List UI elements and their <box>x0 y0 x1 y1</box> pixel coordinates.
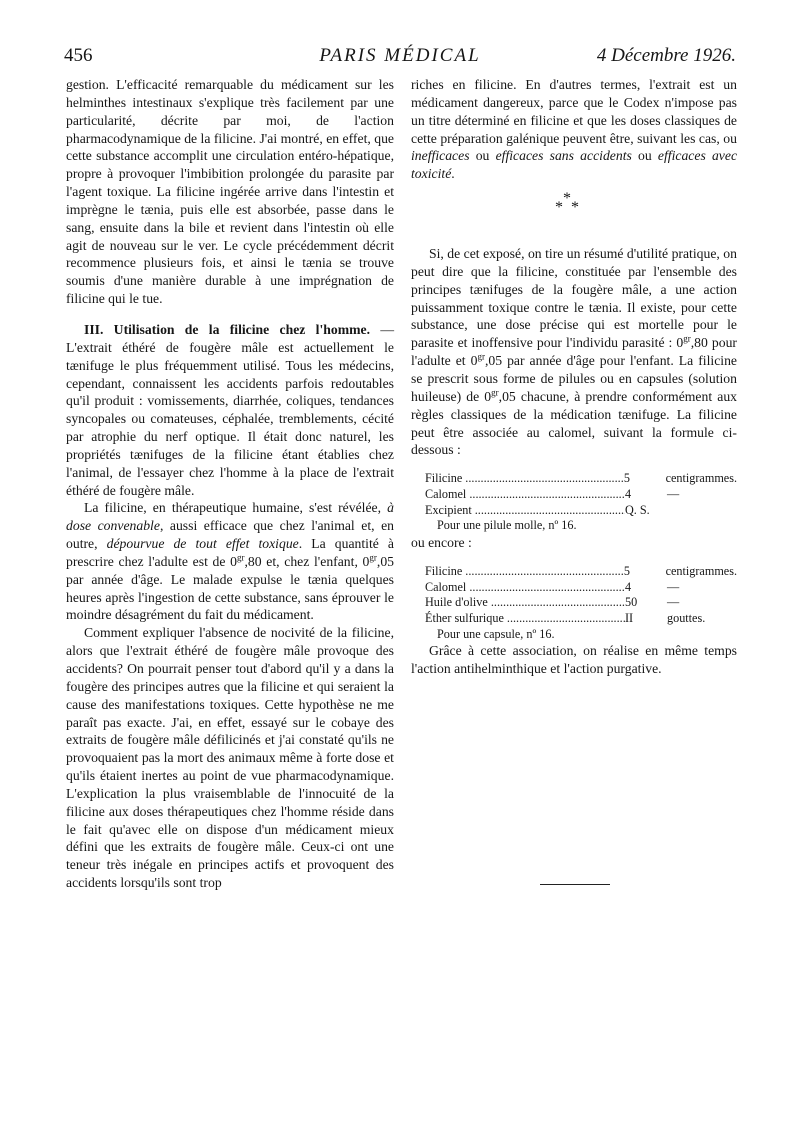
formula-row: Calomel ..... 4 — <box>425 580 737 596</box>
section-heading: III. Utilisation de la filicine chez l'homme. <box>84 321 371 337</box>
formula-note: Pour une pilule molle, nº 16. <box>437 518 577 533</box>
page-header <box>64 45 736 71</box>
paragraph: gestion. L'efficacité remarquable du médicament sur les helminthes intestinaux s'explique très facilement par une particularité, décrite par moi, de l'action pharmacodynamique de la filicine. J'ai montré, en effet, que cette substance accomplit une circulation entéro-hépatique, propre à provoquer l'imbibition prolongée du parasite par l'agent toxique. La filicine ingérée arrive dans l'intestin et imprègne le tænia, puis elle est absorbée, passe dans le sang, ensuite dans la bile et revient dans l'intestin où elle agit de nouveau sur le ver. Le cycle précédemment décrit recommence plusieurs fois, et ainsi le tænia se trouve soumis d'une manière durable à une imprégnation de filicine qui le tue. <box>66 77 394 307</box>
formula-capsule <box>425 564 737 643</box>
formula-row: Éther sulfurique ..... II gouttes. <box>425 611 737 627</box>
paragraph: riches en filicine. En d'autres termes, l'extrait est un médicament dangereux, parce que le Codex n'impose pas un titre déterminé en filicine et que les doses classiques de cette préparation galénique peuvent être, suivant les cas, ou inefficaces ou efficaces sans accidents ou efficaces avec toxicité. <box>411 77 738 182</box>
page-number: 456 <box>64 45 93 66</box>
paragraph: Grâce à cette association, on réalise en même temps l'action antihelminthique et l'action purgative. <box>411 643 737 677</box>
section-separator: * * * <box>555 190 579 217</box>
formula-row: Excipient ..... Q. S. <box>425 503 737 519</box>
issue-date: 4 Décembre 1926. <box>596 45 736 66</box>
right-column <box>411 76 737 678</box>
paragraph: La filicine, en thérapeutique humaine, s'est révélée, à dose convenable, aussi efficace que chez l'animal et, en outre, dépourvue de tout effet toxique. La quantité à prescrire chez l'adulte est de $0^{gr},80$ et, chez l'enfant, $0^{gr},05$ par année d'âge. Le malade expulse le tænia quelques heures après l'ingestion de cette substance, sans éprouver le moindre désagrément du fait du médicament. <box>66 500 394 623</box>
formula-row: Filicine ..... 5 centigrammes. <box>425 564 737 580</box>
paragraph: Comment expliquer l'absence de nocivité de la filicine, alors que l'extrait éthéré de fougère mâle provoque des accidents? On pourrait penser tout d'abord qu'il y a dans la fougère des principes autres que la filicine et qui seraient la cause des manifestations toxiques. Cette hypothèse ne me paraît pas exacte. J'ai, en effet, essayé sur le cobaye des extraits de fougère mâle défilicinés et j'ai constaté qu'ils ne provoquaient pas la mort des animaux même à forte dose et qu'ils étaient inertes au point de vue pharmacodynamique. L'explication la plus vraisemblable de l'innocuité de la filicine aux doses thérapeutiques chez l'homme réside dans le fait qu'avec elle on dispose d'un médicament mieux défini que les extraits de fougère mâle. Ceux-ci ont une teneur très inégale en principes actifs et provoquent des accidents lorsqu'ils sont trop <box>66 625 394 891</box>
end-rule <box>540 884 610 885</box>
journal-title: PARIS MÉDICAL <box>319 45 481 66</box>
paragraph: Si, de cet exposé, on tire un résumé d'utilité pratique, on peut dire que la filicine, constituée par l'ensemble des principes tænifuges de la fougère mâle, a une action puissamment toxique contre le tænia. Il existe, pour cette substance, une dose précise qui est mortelle pour le parasite et inoffensive pour l'individu parasité : $0^{gr},80$ pour l'adulte et $0^{gr},05$ par année d'âge pour l'enfant. La filicine se prescrit sous forme de pilules ou en capsules (solution huileuse) de $0^{gr},05$ chacune, à prendre conformément aux règles classiques de la médication tænifuge. La filicine peut être associée au calomel, suivant la formule ci-dessous : <box>411 246 738 458</box>
formula-row: Filicine ..... 5 centigrammes. <box>425 471 737 487</box>
formula-row: Huile d'olive ..... 50 — <box>425 595 737 611</box>
formula-row: Calomel ..... 4 — <box>425 487 737 503</box>
formula-note: Pour une capsule, nº 16. <box>437 626 555 641</box>
formula-pilule <box>425 471 737 534</box>
paragraph: III. Utilisation de la filicine chez l'homme. — L'extrait éthéré de fougère mâle est actuellement le tænifuge le plus fréquemment utilisé. Tous les médecins, cependant, connaissent les accidents parfois redoutables qu'il produit : vomissements, diarrhée, coliques, tendances syncopales ou comateuses, céphalée, tremblements, cécité par atrophie du nerf optique. Il était donc naturel, les propriétés tænifuges de la filicine étant établies chez l'animal, de l'essayer chez l'homme à la place de l'extrait éthéré de fougère mâle. <box>66 321 395 498</box>
or-again-label: ou encore : <box>411 535 472 550</box>
left-column <box>66 76 394 892</box>
